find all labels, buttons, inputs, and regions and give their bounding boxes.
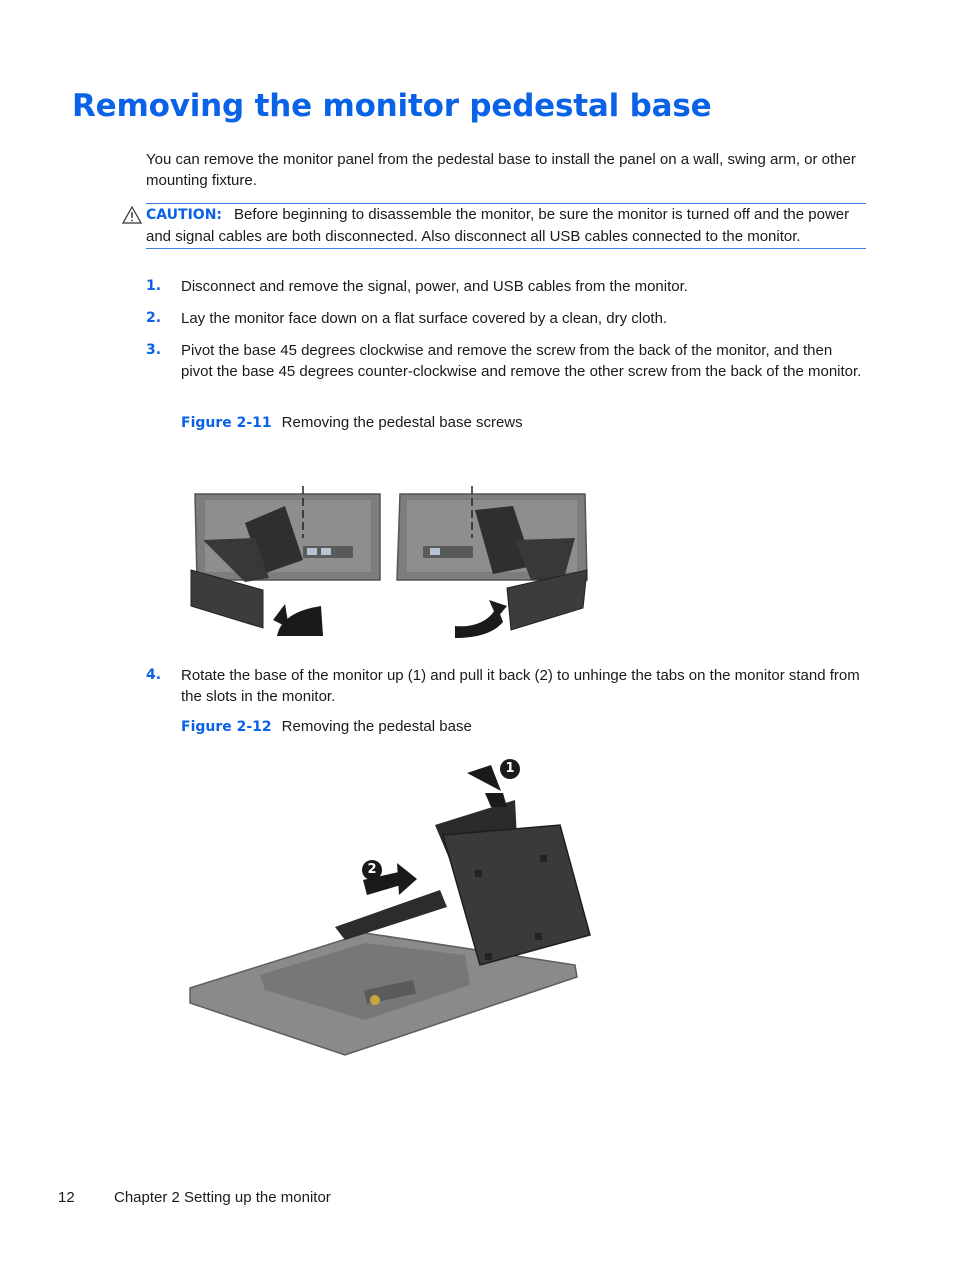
figure-2-12-illustration (185, 755, 595, 1060)
callout-1: 1 (500, 759, 520, 779)
figure-title: Removing the pedestal base screws (281, 414, 523, 431)
chapter-label: Chapter 2 Setting up the monitor (114, 1189, 331, 1206)
page-title: Removing the monitor pedestal base (72, 88, 712, 124)
step-item (146, 340, 866, 382)
intro-paragraph: You can remove the monitor panel from the pedestal base to install the panel on a wall, swing arm, or other mounting fixture. (146, 151, 856, 189)
caution-label: CAUTION: (146, 207, 223, 223)
caution-text: Before beginning to disassemble the monitor, be sure the monitor is turned off and the power and signal cables are both disconnected. Also disconnect all USB cables connected to the monitor. (146, 206, 850, 245)
step-text: Disconnect and remove the signal, power, and USB cables from the monitor. (181, 278, 688, 295)
step-item (146, 276, 866, 297)
step-text: Rotate the base of the monitor up (1) and pull it back (2) to unhinge the tabs on the monitor stand from the slots in the monitor. (181, 667, 860, 705)
step-number: 4. (146, 667, 162, 683)
figure-caption (181, 718, 472, 735)
step-number: 3. (146, 342, 162, 358)
caution-box (146, 203, 866, 249)
caution-warning-icon (122, 206, 142, 224)
step-text: Pivot the base 45 degrees clockwise and remove the screw from the back of the monitor, and then pivot the base 45 degrees counter-clockwise and remove the other screw from the back of the monitor. (181, 342, 862, 380)
step-item (146, 665, 866, 707)
step-number: 1. (146, 278, 162, 294)
step-item (146, 308, 866, 329)
figure-label: Figure 2-12 (181, 719, 272, 735)
figure-title: Removing the pedestal base (281, 718, 472, 735)
figure-caption (181, 414, 523, 431)
page-number: 12 (58, 1189, 75, 1206)
step-number: 2. (146, 310, 162, 326)
step-text: Lay the monitor face down on a flat surface covered by a clean, dry cloth. (181, 310, 668, 327)
callout-2: 2 (362, 860, 382, 880)
figure-label: Figure 2-11 (181, 415, 272, 431)
figure-2-11-illustration (185, 478, 595, 643)
